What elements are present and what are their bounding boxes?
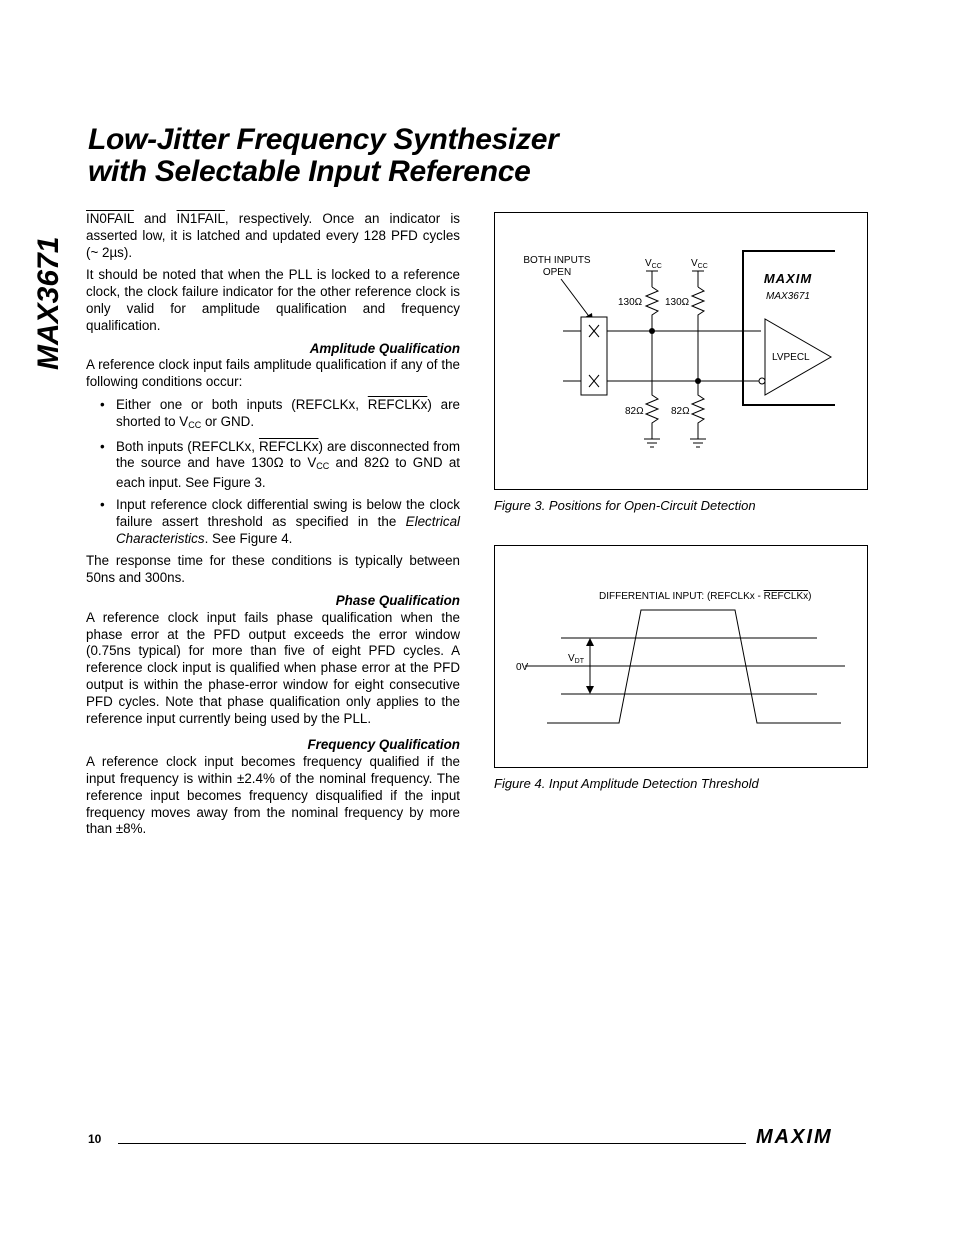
signal-in1fail: IN1FAIL <box>176 211 225 226</box>
figure-3-caption: Figure 3. Positions for Open-Circuit Detection <box>494 498 756 513</box>
heading-frequency-qualification: Frequency Qualification <box>307 737 460 753</box>
maxim-logo-icon: MAXIM <box>763 271 813 286</box>
heading-amplitude-qualification: Amplitude Qualification <box>309 340 460 356</box>
resistor-82-right <box>692 381 704 439</box>
list-item: • Either one or both inputs (REFCLKx, REFCLKx) are shorted to $V_{CC}$ or GND. <box>100 396 460 430</box>
open-label: OPEN <box>542 267 572 278</box>
paragraph-response-time: The response time for these conditions is typically between 50ns and 300ns. <box>86 553 460 586</box>
paragraph-frequency-qualification: A reference clock input becomes frequency qualified if the input frequency is within ±2.4% of the nominal frequency. The reference input becomes frequency disqualified if the input frequency moves away from the nominal frequency by more than ±8%. <box>86 754 460 837</box>
list-item: • Both inputs (REFCLKx, REFCLKx) are disconnected from the source and have 130Ω to $V_{CC}$ and 82Ω to GND at each input. See Figure 3. <box>100 438 460 491</box>
list-item: • Input reference clock differential swing is below the clock failure assert threshold as specified in the Electrical Characteristics. See Figure 4. <box>100 496 460 546</box>
signal-in0fail: IN0FAIL <box>86 211 134 226</box>
paragraph-fail-indicators: IN0FAIL and IN1FAIL, respectively. Once an indicator is asserted low, it is latched and updated every 128 PFD cycles (~ 2µs). <box>86 211 460 260</box>
open-switch-box <box>581 317 607 395</box>
page-title-line-1: Low-Jitter Frequency Synthesizer <box>88 123 559 156</box>
bullet-icon: • <box>100 438 105 454</box>
bullet-icon: • <box>100 396 105 412</box>
body-text-column <box>86 211 460 844</box>
page-number: 10 <box>88 1132 102 1146</box>
vcc-label-left: $V_{CC}$ <box>645 258 662 270</box>
figure-4-waveform <box>494 545 868 768</box>
paragraph-amplitude-intro: A reference clock input fails amplitude qualification if any of the following conditions occur: <box>86 357 460 390</box>
ground-icon <box>644 439 660 447</box>
figure-3-circuit <box>494 212 868 490</box>
amplitude-threshold-diagram <box>495 546 867 767</box>
both-inputs-label: BOTH INPUTS <box>523 255 591 266</box>
side-part-text: MAX3671 <box>32 236 65 370</box>
vdt-label: $V_{DT}$ <box>568 653 585 665</box>
pointer-arrow-line <box>561 279 591 319</box>
heading-phase-qualification: Phase Qualification <box>335 592 460 608</box>
maxim-footer-logo-icon: MAXIM <box>756 1126 833 1148</box>
figure-4-caption: Figure 4. Input Amplitude Detection Threshold <box>494 776 759 791</box>
r130-label-right: 130Ω <box>665 297 690 308</box>
resistor-130-left <box>646 287 658 331</box>
page-title-line-2: with Selectable Input Reference <box>88 155 531 188</box>
open-circuit-diagram <box>495 213 867 489</box>
differential-input-label: DIFFERENTIAL INPUT: (REFCLKx - REFCLKx) <box>599 591 812 602</box>
vcc-label-right: $V_{CC}$ <box>691 258 708 270</box>
inverting-input-bubble <box>759 378 765 384</box>
resistor-130-right <box>692 287 704 381</box>
r82-label-left: 82Ω <box>625 406 644 417</box>
paragraph-phase-qualification: A reference clock input fails phase qualification when the phase error at the PFD output exceeds the error window (0.75ns typical) for more than five of eight PFD cycles. A reference clock input is qualified when phase error at the PFD output is within the phase-error window for eight consecutive PFD cycles. Note that phase qualification only applies to the reference input currently being used by the PLL. <box>86 609 460 726</box>
resistor-82-left <box>646 331 658 439</box>
footer-rule <box>118 1143 746 1144</box>
bullet-icon: • <box>100 496 105 512</box>
page-title <box>88 124 788 188</box>
side-part-label <box>8 212 68 372</box>
amplitude-conditions-list <box>86 397 460 547</box>
lvpecl-label: LVPECL <box>772 352 810 363</box>
r82-label-right: 82Ω <box>671 406 690 417</box>
r130-label-left: 130Ω <box>618 297 643 308</box>
zero-volt-label: 0V <box>516 662 529 673</box>
paragraph-pll-note: It should be noted that when the PLL is locked to a reference clock, the clock failure indicator for the other reference clock is only valid for amplitude qualification and frequency qualification. <box>86 267 460 333</box>
part-number-label: MAX3671 <box>766 291 810 302</box>
ground-icon <box>690 439 706 447</box>
